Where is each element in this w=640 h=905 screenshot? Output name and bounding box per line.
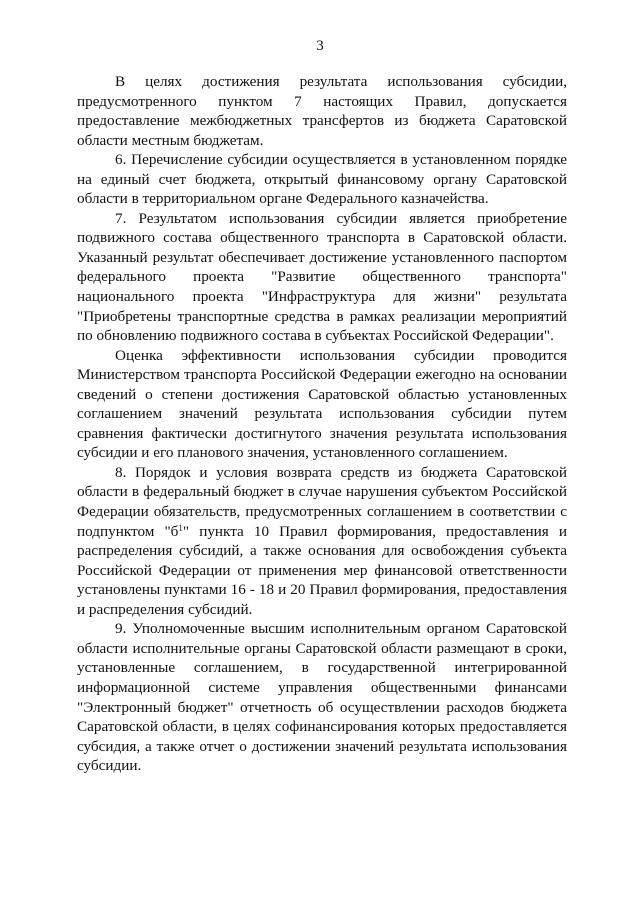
paragraph-7: 7. Результатом использования субсидии является приобретение подвижного состава общественного транспорта в Саратовской области. Указанный результат обеспечивает достижение установленного паспортом федерального проекта "Развитие общественного транспорта" национального проекта "Инфраструктура для жизни" результата "Приобретены транспортные средства в рамках реализации мероприятий по обновлению подвижного состава в субъектах Российской Федерации". xyxy=(77,209,567,345)
paragraph-8 xyxy=(77,463,567,619)
paragraph-8-part-2: " пункта 10 Правил формирования, предоставления и распределения субсидий, а также основания для освобождения субъекта Российской Федерации от применения мер финансовой ответственности установлены пунктами 16 - 18 и 20 Правил формирования, предоставления и распределения субсидий. xyxy=(77,522,567,618)
page-number: 3 xyxy=(316,38,324,54)
paragraph-6: 6. Перечисление субсидии осуществляется в установленном порядке на единый счет бюджета, открытый финансовому органу Саратовской области в территориальном органе Федерального казначейства. xyxy=(77,151,567,208)
document-body xyxy=(77,72,567,776)
paragraph-evaluation: Оценка эффективности использования субсидии проводится Министерством транспорта Российской Федерации ежегодно на основании сведений о степени достижения Саратовской областью установленных соглашением значений результата использования субсидии путем сравнения фактически достигнутого значения результата использования субсидии и его планового значения, установленного соглашением. xyxy=(77,346,567,462)
paragraph-8-part-1: 8. Порядок и условия возврата средств из бюджета Саратовской области в федеральный бюджет в случае нарушения субъектом Российской Федерации обязательств, предусмотренных соглашением в соответствии с подпунктом "б xyxy=(77,463,567,540)
paragraph-9: 9. Уполномоченные высшим исполнительным органом Саратовской области исполнительные органы Саратовской области размещают в сроки, установленные соглашением, в государственной интегрированной информационной системе управления общественными финансами "Электронный бюджет" отчетность об осуществлении расходов бюджета Саратовской области, в целях софинансирования которых предоставляется субсидия, а также отчет о достижении значений результата использования субсидии. xyxy=(77,620,567,775)
superscript-marker: 1 xyxy=(178,522,183,533)
paragraph-transfers: В целях достижения результата использования субсидии, предусмотренного пунктом 7 настоящих Правил, допускается предоставление межбюджетных трансфертов из бюджета Саратовской области местным бюджетам. xyxy=(77,73,567,149)
